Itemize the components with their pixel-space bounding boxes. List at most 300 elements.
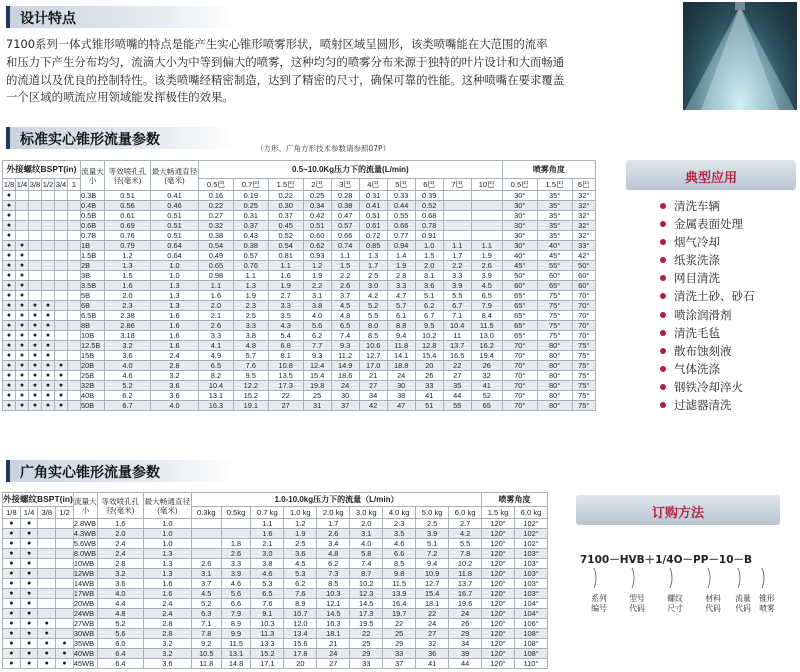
flow-value-cell: 2.6 bbox=[317, 529, 350, 539]
angle-value-cell: 80° bbox=[537, 401, 572, 411]
flow-size-cell: 5.6WB bbox=[73, 539, 97, 548]
thread-dot: ● bbox=[3, 649, 21, 659]
flow-value-cell: 8.0 bbox=[359, 321, 387, 331]
orifice-header: 等效喷孔孔径(毫米) bbox=[97, 493, 143, 519]
flow-value-cell: 27 bbox=[416, 629, 449, 639]
thread-dot: ● bbox=[29, 341, 42, 351]
thread-dot bbox=[42, 201, 55, 211]
flow-value-cell: 0.52 bbox=[268, 231, 303, 241]
thread-dot: ● bbox=[16, 351, 29, 361]
flow-value-cell: 8.9 bbox=[284, 599, 317, 609]
thread-dot: ● bbox=[20, 569, 38, 579]
thread-dot bbox=[56, 619, 74, 629]
thread-dot: ● bbox=[20, 519, 38, 529]
thread-dot: ● bbox=[3, 549, 21, 559]
thread-dot: ● bbox=[16, 311, 29, 321]
flow-value-cell: 22 bbox=[383, 619, 416, 629]
angle-value-cell: 120° bbox=[482, 569, 515, 579]
flow-value-cell: 1.1 bbox=[233, 271, 268, 281]
flow-value-cell: 0.38 bbox=[331, 201, 359, 211]
thread-dot bbox=[38, 519, 56, 529]
angle-value-cell: 80° bbox=[537, 371, 572, 381]
flow-value-cell: 0.81 bbox=[268, 251, 303, 261]
flow-value-cell bbox=[191, 549, 221, 559]
thread-dot bbox=[68, 241, 81, 251]
thread-size-label: 1/4 bbox=[20, 507, 38, 519]
thread-dot: ● bbox=[42, 331, 55, 341]
flow-value-cell: 29 bbox=[449, 629, 482, 639]
thread-dot: ● bbox=[42, 401, 55, 411]
angle-pressure-label: 1.5 kg bbox=[482, 507, 515, 519]
table-row bbox=[3, 599, 548, 609]
flow-value-cell: 2.6 bbox=[199, 321, 234, 331]
flow-value-cell: 5.5 bbox=[449, 539, 482, 549]
flow-value-cell: 6.3 bbox=[191, 609, 221, 619]
flow-value-cell: 29 bbox=[350, 649, 383, 659]
orifice-cell: 4.0 bbox=[97, 589, 143, 599]
thread-dot: ● bbox=[3, 579, 21, 589]
thread-dot: ● bbox=[20, 549, 38, 559]
flow-value-cell: 6.2 bbox=[415, 301, 443, 311]
thread-dot: ● bbox=[55, 381, 68, 391]
orifice-cell: 6.0 bbox=[97, 639, 143, 649]
angle-value-cell: 120° bbox=[482, 639, 515, 649]
thread-dot: ● bbox=[3, 251, 16, 261]
flow-value-cell: 5.7 bbox=[233, 351, 268, 361]
thread-dot bbox=[29, 251, 42, 261]
passage-cell: 2.4 bbox=[143, 609, 191, 619]
flow-value-cell: 32 bbox=[471, 371, 502, 381]
flow-value-cell: 1.7 bbox=[443, 251, 471, 261]
flow-value-cell: 0.28 bbox=[331, 191, 359, 201]
thread-dot: ● bbox=[29, 311, 42, 321]
flow-value-cell: 15.4 bbox=[415, 351, 443, 361]
flow-value-cell: 2.6 bbox=[331, 281, 359, 291]
thread-dot: ● bbox=[20, 559, 38, 569]
flow-value-cell: 0.22 bbox=[199, 201, 234, 211]
flow-value-cell: 0.38 bbox=[199, 231, 234, 241]
orifice-cell: 3.2 bbox=[97, 569, 143, 579]
flow-value-cell: 2.3 bbox=[233, 301, 268, 311]
thread-dot bbox=[56, 599, 74, 609]
flow-value-cell: 4.5 bbox=[191, 589, 221, 599]
angle-pressure-label: 6巴 bbox=[572, 179, 596, 191]
thread-dot bbox=[29, 271, 42, 281]
table-row bbox=[3, 609, 548, 619]
orifice-header: 等效喷孔孔径(毫米) bbox=[105, 161, 151, 191]
orifice-cell: 3.2 bbox=[105, 341, 151, 351]
thread-dot: ● bbox=[3, 291, 16, 301]
flow-value-cell: 11.8 bbox=[387, 341, 415, 351]
thread-dot bbox=[68, 371, 81, 381]
thread-size-label: 1/4 bbox=[16, 180, 28, 189]
flow-value-cell: 55 bbox=[443, 401, 471, 411]
thread-dot: ● bbox=[3, 381, 16, 391]
flow-value-cell: 8.5 bbox=[359, 331, 387, 341]
passage-cell: 0.51 bbox=[151, 231, 199, 241]
passage-cell: 3.6 bbox=[143, 659, 191, 669]
flow-value-cell: 5.5 bbox=[443, 291, 471, 301]
flow-value-cell: 37 bbox=[331, 401, 359, 411]
flow-value-cell: 1.9 bbox=[471, 251, 502, 261]
table-row bbox=[3, 381, 596, 391]
flow-value-cell: 4.0 bbox=[350, 539, 383, 549]
orifice-cell: 2.0 bbox=[97, 529, 143, 539]
angle-value-cell: 102° bbox=[515, 519, 548, 529]
passage-cell: 1.6 bbox=[143, 589, 191, 599]
thread-dot: ● bbox=[55, 401, 68, 411]
flow-value-cell: 5.1 bbox=[415, 291, 443, 301]
thread-dot bbox=[55, 321, 68, 331]
flow-value-cell: 0.45 bbox=[268, 221, 303, 231]
flow-value-cell: 21 bbox=[359, 371, 387, 381]
thread-dot bbox=[56, 519, 74, 529]
flow-value-cell bbox=[471, 191, 502, 201]
application-item: 纸浆洗涤 bbox=[660, 251, 755, 269]
thread-dot: ● bbox=[3, 211, 16, 221]
thread-dot bbox=[55, 251, 68, 261]
angle-value-cell: 32° bbox=[572, 221, 596, 231]
angle-value-cell: 120° bbox=[482, 629, 515, 639]
flow-value-cell: 11.5 bbox=[383, 579, 416, 589]
flow-value-cell: 8.9 bbox=[221, 619, 251, 629]
thread-size-label: 1/8 bbox=[3, 507, 21, 519]
table-row bbox=[3, 569, 548, 579]
flow-value-cell: 16.5 bbox=[443, 351, 471, 361]
flow-value-cell: 4.5 bbox=[331, 301, 359, 311]
flow-value-cell: 3.1 bbox=[303, 291, 331, 301]
angle-value-cell: 75° bbox=[572, 351, 596, 361]
table-row bbox=[3, 361, 596, 371]
angle-value-cell: 30° bbox=[502, 241, 537, 251]
thread-dot: ● bbox=[16, 381, 29, 391]
angle-value-cell: 120° bbox=[482, 609, 515, 619]
passage-cell: 2.4 bbox=[151, 351, 199, 361]
angle-header: 喷雾角度 bbox=[482, 493, 548, 507]
thread-dot: ● bbox=[42, 321, 55, 331]
flow-value-cell: 5.8 bbox=[350, 549, 383, 559]
thread-dot bbox=[55, 331, 68, 341]
thread-dot: ● bbox=[29, 361, 42, 371]
flow-value-cell: 0.51 bbox=[303, 221, 331, 231]
angle-value-cell: 103° bbox=[515, 559, 548, 569]
orifice-cell: 0.51 bbox=[105, 191, 151, 201]
thread-dot bbox=[55, 341, 68, 351]
application-item: 网目清洗 bbox=[660, 269, 755, 287]
flow-value-cell: 0.37 bbox=[233, 221, 268, 231]
flow-value-cell: 36 bbox=[416, 649, 449, 659]
flow-value-cell: 0.51 bbox=[359, 211, 387, 221]
flow-value-cell: 13.0 bbox=[471, 331, 502, 341]
flow-value-cell: 15.4 bbox=[303, 371, 331, 381]
flow-value-cell: 2.1 bbox=[251, 539, 284, 549]
angle-value-cell: 70° bbox=[572, 291, 596, 301]
thread-dot bbox=[68, 321, 81, 331]
angle-value-cell: 102° bbox=[515, 539, 548, 549]
angle-value-cell: 120° bbox=[482, 529, 515, 539]
flow-value-cell: 18.6 bbox=[331, 371, 359, 381]
orifice-cell: 0.69 bbox=[105, 221, 151, 231]
thread-dot: ● bbox=[56, 639, 74, 649]
flow-value-cell: 0.65 bbox=[199, 261, 234, 271]
thread-dot bbox=[42, 191, 55, 201]
flow-value-cell: 16.3 bbox=[199, 401, 234, 411]
flow-value-cell bbox=[443, 231, 471, 241]
flow-value-cell: 22 bbox=[416, 609, 449, 619]
flow-value-cell: 13.9 bbox=[383, 589, 416, 599]
flow-value-cell: 10.7 bbox=[284, 609, 317, 619]
thread-dot: ● bbox=[3, 589, 21, 599]
flow-value-cell: 25 bbox=[303, 391, 331, 401]
passage-cell: 2.8 bbox=[151, 361, 199, 371]
angle-pressure-label: 1.5巴 bbox=[537, 179, 572, 191]
flow-value-cell: 10.8 bbox=[268, 361, 303, 371]
angle-header: 喷雾角度 bbox=[502, 161, 595, 179]
orifice-cell: 2.4 bbox=[97, 549, 143, 559]
thread-dot: ● bbox=[3, 351, 16, 361]
thread-dot bbox=[55, 291, 68, 301]
flow-value-cell: 2.2 bbox=[303, 281, 331, 291]
flow-value-cell: 9.8 bbox=[383, 569, 416, 579]
order-code-label: 型号代码 bbox=[629, 594, 645, 613]
thread-dot bbox=[29, 231, 42, 241]
flow-value-cell: 14.1 bbox=[387, 351, 415, 361]
thread-dot: ● bbox=[20, 659, 38, 669]
table-row bbox=[3, 401, 596, 411]
flow-value-cell: 6.2 bbox=[317, 559, 350, 569]
thread-dot bbox=[16, 201, 29, 211]
orifice-cell: 2.38 bbox=[105, 311, 151, 321]
flow-size-cell: 50B bbox=[81, 401, 105, 411]
pressure-label: 4.0 kg bbox=[383, 507, 416, 519]
flow-value-cell: 10.3 bbox=[251, 619, 284, 629]
thread-dot: ● bbox=[3, 261, 16, 271]
thread-dot: ● bbox=[42, 311, 55, 321]
table-row bbox=[3, 241, 596, 251]
flow-size-cell: 2B bbox=[81, 261, 105, 271]
flow-value-cell: 22 bbox=[268, 391, 303, 401]
thread-dot: ● bbox=[29, 321, 42, 331]
thread-dot bbox=[68, 291, 81, 301]
angle-value-cell: 30° bbox=[502, 221, 537, 231]
orifice-cell: 1.3 bbox=[105, 261, 151, 271]
angle-value-cell: 75° bbox=[572, 341, 596, 351]
angle-value-cell: 70° bbox=[572, 311, 596, 321]
flow-value-cell: 12.1 bbox=[317, 599, 350, 609]
angle-value-cell: 108° bbox=[515, 629, 548, 639]
flow-value-cell: 17.8 bbox=[284, 649, 317, 659]
thread-dot: ● bbox=[16, 271, 29, 281]
passage-cell: 1.0 bbox=[143, 539, 191, 549]
flow-value-cell: 27 bbox=[359, 381, 387, 391]
table-row bbox=[3, 539, 548, 549]
flow-value-cell bbox=[443, 211, 471, 221]
flow-value-cell: 15.2 bbox=[233, 391, 268, 401]
flow-value-cell: 8.1 bbox=[268, 351, 303, 361]
thread-size-label: 3/4 bbox=[55, 180, 67, 189]
flow-value-cell bbox=[471, 211, 502, 221]
flow-value-cell: 7.4 bbox=[331, 331, 359, 341]
flow-value-cell: 8.2 bbox=[199, 371, 234, 381]
thread-dot: ● bbox=[3, 529, 21, 539]
table-row bbox=[3, 649, 548, 659]
flow-size-cell: 40B bbox=[81, 391, 105, 401]
application-item: 清洗土砂、砂石 bbox=[660, 287, 755, 305]
flow-value-cell: 2.0 bbox=[350, 519, 383, 529]
thread-dot: ● bbox=[3, 639, 21, 649]
flow-value-cell: 5.6 bbox=[303, 321, 331, 331]
passage-cell: 1.0 bbox=[143, 519, 191, 529]
flow-value-cell: 47 bbox=[387, 401, 415, 411]
thread-dot: ● bbox=[29, 381, 42, 391]
thread-dot: ● bbox=[16, 301, 29, 311]
pressure-label: 0.5巴 bbox=[199, 179, 234, 191]
flow-value-cell: 9.3 bbox=[331, 341, 359, 351]
standard-flow-table bbox=[2, 160, 596, 411]
flow-value-cell: 0.85 bbox=[359, 241, 387, 251]
application-item: 气体洗涤 bbox=[660, 360, 755, 378]
flow-size-cell: 0.6B bbox=[81, 221, 105, 231]
flow-value-cell: 3.6 bbox=[415, 281, 443, 291]
table1-title: 标准实心锥形流量参数 bbox=[6, 127, 236, 149]
flow-value-cell: 3.3 bbox=[221, 559, 251, 569]
flow-value-cell: 10.2 bbox=[449, 559, 482, 569]
flow-value-cell: 11.5 bbox=[471, 321, 502, 331]
intro-line: 一个区域的喷流应用领域能发挥极佳的效果。 bbox=[6, 90, 234, 105]
flow-value-cell: 1.3 bbox=[233, 281, 268, 291]
orifice-cell: 2.86 bbox=[105, 321, 151, 331]
passage-cell: 4.0 bbox=[151, 401, 199, 411]
flow-size-cell: 14WB bbox=[73, 579, 97, 589]
flow-value-cell: 3.5 bbox=[383, 529, 416, 539]
angle-value-cell: 70° bbox=[572, 321, 596, 331]
orifice-cell: 5.6 bbox=[97, 629, 143, 639]
passage-cell: 1.6 bbox=[151, 341, 199, 351]
orifice-cell: 4.6 bbox=[105, 371, 151, 381]
header-row bbox=[3, 161, 596, 179]
thread-dot: ● bbox=[16, 331, 29, 341]
wide-angle-flow-table bbox=[2, 492, 548, 669]
flow-value-cell: 2.0 bbox=[415, 261, 443, 271]
flow-size-cell: 6B bbox=[81, 301, 105, 311]
flow-value-cell bbox=[443, 221, 471, 231]
thread-dot: ● bbox=[16, 341, 29, 351]
flow-value-cell bbox=[471, 221, 502, 231]
header-row bbox=[3, 493, 548, 507]
flow-value-cell: 15.6 bbox=[284, 639, 317, 649]
thread-dot: ● bbox=[3, 519, 21, 529]
thread-dot: ● bbox=[16, 321, 29, 331]
flow-value-cell: 12.7 bbox=[416, 579, 449, 589]
table-row bbox=[3, 341, 596, 351]
thread-dot: ● bbox=[16, 281, 29, 291]
flow-value-cell: 1.1 bbox=[251, 519, 284, 529]
flow-value-cell: 20 bbox=[284, 659, 317, 669]
flow-value-cell: 37 bbox=[383, 659, 416, 669]
flow-value-cell: 1.1 bbox=[268, 261, 303, 271]
flow-value-cell: 6.7 bbox=[443, 301, 471, 311]
thread-size-label: 1/2 bbox=[42, 180, 54, 189]
order-code-brackets bbox=[580, 566, 800, 596]
flow-value-cell: 3.9 bbox=[443, 281, 471, 291]
flow-value-cell: 8.5 bbox=[317, 579, 350, 589]
passage-cell: 3.2 bbox=[143, 649, 191, 659]
angle-value-cell: 35° bbox=[537, 221, 572, 231]
flow-value-cell: 3.3 bbox=[233, 321, 268, 331]
application-item: 清洗车辆 bbox=[660, 197, 755, 215]
thread-dot bbox=[29, 211, 42, 221]
angle-value-cell: 70° bbox=[572, 301, 596, 311]
flow-value-cell: 6.2 bbox=[284, 579, 317, 589]
thread-dot bbox=[56, 579, 74, 589]
thread-dot: ● bbox=[3, 231, 16, 241]
flow-value-cell: 17.1 bbox=[251, 659, 284, 669]
order-code-label: 螺纹尺寸 bbox=[667, 594, 683, 613]
angle-value-cell: 60° bbox=[572, 281, 596, 291]
pressure-label: 0.7 kg bbox=[251, 507, 284, 519]
flow-value-cell: 0.47 bbox=[331, 211, 359, 221]
flow-value-cell: 34 bbox=[449, 639, 482, 649]
thread-dot: ● bbox=[16, 261, 29, 271]
flow-size-cell: 12WB bbox=[73, 569, 97, 579]
thread-dot bbox=[68, 331, 81, 341]
flow-value-cell: 1.3 bbox=[359, 251, 387, 261]
table-row bbox=[3, 231, 596, 241]
flow-value-cell: 24 bbox=[387, 371, 415, 381]
angle-value-cell: 120° bbox=[482, 539, 515, 549]
flow-value-cell: 24 bbox=[331, 381, 359, 391]
thread-dot: ● bbox=[3, 559, 21, 569]
thread-dot: ● bbox=[3, 191, 16, 201]
thread-dot bbox=[38, 609, 56, 619]
flow-value-cell: 42 bbox=[359, 401, 387, 411]
flow-value-cell: 1.1 bbox=[443, 241, 471, 251]
flow-value-cell: 0.57 bbox=[233, 251, 268, 261]
thread-dot bbox=[29, 261, 42, 271]
thread-dot: ● bbox=[16, 251, 29, 261]
orifice-cell: 3.18 bbox=[105, 331, 151, 341]
flow-value-cell: 4.8 bbox=[233, 341, 268, 351]
thread-dot bbox=[38, 579, 56, 589]
angle-value-cell: 120° bbox=[482, 589, 515, 599]
thread-dot: ● bbox=[29, 401, 42, 411]
thread-dot bbox=[68, 261, 81, 271]
thread-dot bbox=[55, 281, 68, 291]
thread-dot bbox=[55, 221, 68, 231]
thread-dot: ● bbox=[56, 659, 74, 669]
angle-value-cell: 80° bbox=[537, 341, 572, 351]
thread-dot: ● bbox=[42, 351, 55, 361]
angle-value-cell: 65° bbox=[502, 321, 537, 331]
angle-value-cell: 45° bbox=[502, 261, 537, 271]
flow-value-cell: 0.66 bbox=[387, 221, 415, 231]
flow-value-cell: 4.8 bbox=[317, 549, 350, 559]
thread-dot bbox=[56, 539, 74, 549]
flow-value-cell bbox=[443, 191, 471, 201]
flow-value-cell: 5.1 bbox=[416, 539, 449, 549]
thread-size-label: 3/8 bbox=[29, 180, 41, 189]
passage-cell: 1.0 bbox=[151, 271, 199, 281]
orifice-cell: 1.6 bbox=[105, 281, 151, 291]
thread-dot: ● bbox=[42, 341, 55, 351]
flow-value-cell: 0.55 bbox=[387, 211, 415, 221]
pressure-label: 7巴 bbox=[443, 179, 471, 191]
table-row bbox=[3, 639, 548, 649]
flow-value-cell: 9.2 bbox=[191, 639, 221, 649]
angle-value-cell: 70° bbox=[502, 401, 537, 411]
flow-value-cell: 7.8 bbox=[449, 549, 482, 559]
flow-value-cell: 27 bbox=[443, 371, 471, 381]
